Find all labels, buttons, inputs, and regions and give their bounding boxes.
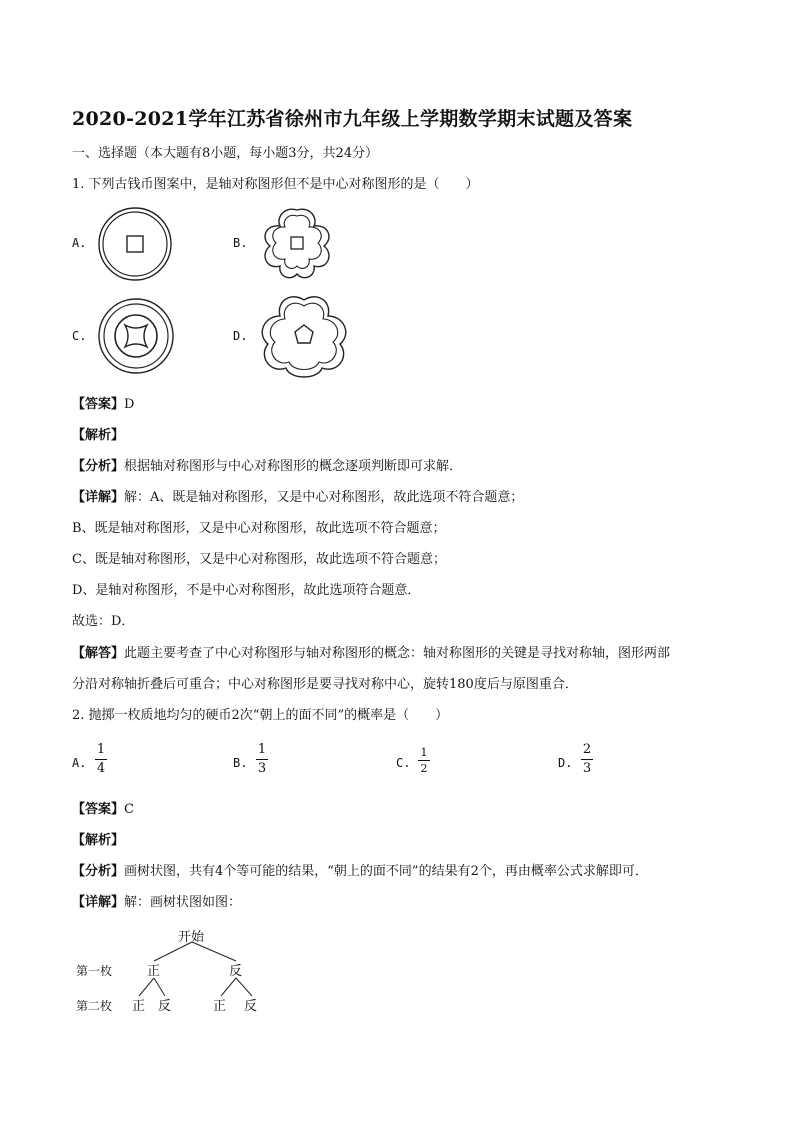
q1-fenxi: [72, 458, 462, 476]
fraction-numerator: 1: [257, 742, 267, 757]
q1-choose: 故选：D．: [72, 614, 135, 629]
xiangjie-line: 解：A、既是轴对称图形，又是中心对称图形，故此选项不符合题意；: [124, 490, 524, 505]
tree-node-heads: 正: [147, 964, 161, 979]
q1-option-c-label: C.: [72, 329, 87, 343]
answer-value: C: [124, 802, 134, 817]
answer-value: D: [124, 397, 135, 412]
coin-a-figure: [97, 206, 173, 282]
tree-row1-label: 第一枚: [76, 964, 113, 978]
q2-stem: 2. 抛掷一枚质地均匀的硬币2次“朝上的面不同”的概率是（ ）: [72, 708, 449, 723]
q1-jiexi-tag: 【解析】: [72, 428, 125, 443]
q2-option-c-fraction: [414, 746, 434, 775]
fraction-bar: [418, 760, 430, 761]
fenxi-tag: 【分析】: [72, 459, 125, 474]
fraction-numerator: 1: [96, 742, 106, 757]
q1-dianjing-1: [72, 645, 670, 663]
q1-line-b: B、既是轴对称图形，又是中心对称图形，故此选项不符合题意；: [72, 521, 446, 536]
q2-option-c-label: C.: [396, 756, 411, 770]
section-heading: 一、选择题（本大题有8小题，每小题3分，共24分）: [72, 146, 379, 161]
fraction-numerator: 2: [582, 742, 592, 757]
fraction-denominator: 3: [257, 761, 267, 776]
tree-leaf-4: 反: [244, 999, 258, 1014]
answer-tag: 【答案】: [72, 397, 125, 412]
q2-option-a-label: A.: [72, 756, 87, 770]
tree-leaf-1: 正: [132, 999, 146, 1014]
fraction-denominator: 3: [582, 761, 592, 776]
fraction-numerator: 1: [420, 746, 428, 759]
q2-answer: [72, 801, 134, 819]
q1-line-c: C、既是轴对称图形，又是中心对称图形，故此选项不符合题意；: [72, 552, 446, 567]
coin-b-figure: [258, 204, 336, 280]
q1-line-d: D、是轴对称图形，不是中心对称图形，故此选项符合题意．: [72, 583, 421, 598]
q2-option-d-fraction: [577, 742, 597, 777]
q2-fenxi: [72, 863, 648, 881]
q2-option-a-fraction: [91, 742, 111, 777]
q2-option-b-fraction: [252, 742, 272, 777]
q1-stem: 1. 下列古钱币图案中，是轴对称图形但不是中心对称图形的是（ ）: [72, 177, 479, 192]
dianjing-text-1: 此题主要考查了中心对称图形与轴对称图形的概念：轴对称图形的关键是寻找对称轴，图形两部: [124, 646, 671, 661]
fraction-denominator: 2: [420, 762, 428, 775]
tree-root: 开始: [178, 930, 205, 945]
q1-option-b-label: B.: [233, 236, 248, 250]
q2-option-d-label: D.: [558, 756, 573, 770]
fenxi-tag: 【分析】: [72, 864, 125, 879]
xiangjie-text: 解：画树状图如图：: [124, 895, 242, 910]
q2-option-b-label: B.: [233, 756, 248, 770]
tree-leaf-3: 正: [213, 999, 227, 1014]
fraction-bar: [581, 759, 593, 760]
q1-option-d-label: D.: [233, 329, 248, 343]
q1-xiangjie: [72, 489, 523, 507]
dianjing-tag: 【解答】: [72, 646, 125, 661]
coin-c-figure: [97, 297, 175, 375]
q2-jiexi-tag: 【解析】: [72, 833, 125, 848]
xiangjie-tag: 【详解】: [72, 895, 125, 910]
q1-dianjing-2: 分沿对称轴折叠后可重合；中心对称图形是要寻找对称中心，旋转180度后与原图重合．: [72, 677, 578, 692]
q2-xiangjie: [72, 894, 241, 912]
tree-leaf-2: 反: [158, 999, 172, 1014]
tree-row2-label: 第二枚: [76, 999, 113, 1013]
fraction-denominator: 4: [96, 761, 106, 776]
tree-node-tails: 反: [229, 964, 243, 979]
answer-tag: 【答案】: [72, 802, 125, 817]
coin-d-figure: [258, 294, 350, 378]
fenxi-text: 根据轴对称图形与中心对称图形的概念逐项判断即可求解．: [124, 459, 463, 474]
fraction-bar: [256, 759, 268, 760]
xiangjie-tag: 【详解】: [72, 490, 125, 505]
fenxi-text: 画树状图，共有4个等可能的结果，“朝上的面不同”的结果有2个，再由概率公式求解即可．: [124, 864, 648, 879]
q1-option-a-label: A.: [72, 236, 87, 250]
fraction-bar: [95, 759, 107, 760]
document-title: 2020-2021学年江苏省徐州市九年级上学期数学期末试题及答案: [72, 108, 633, 130]
q1-answer: [72, 396, 134, 414]
